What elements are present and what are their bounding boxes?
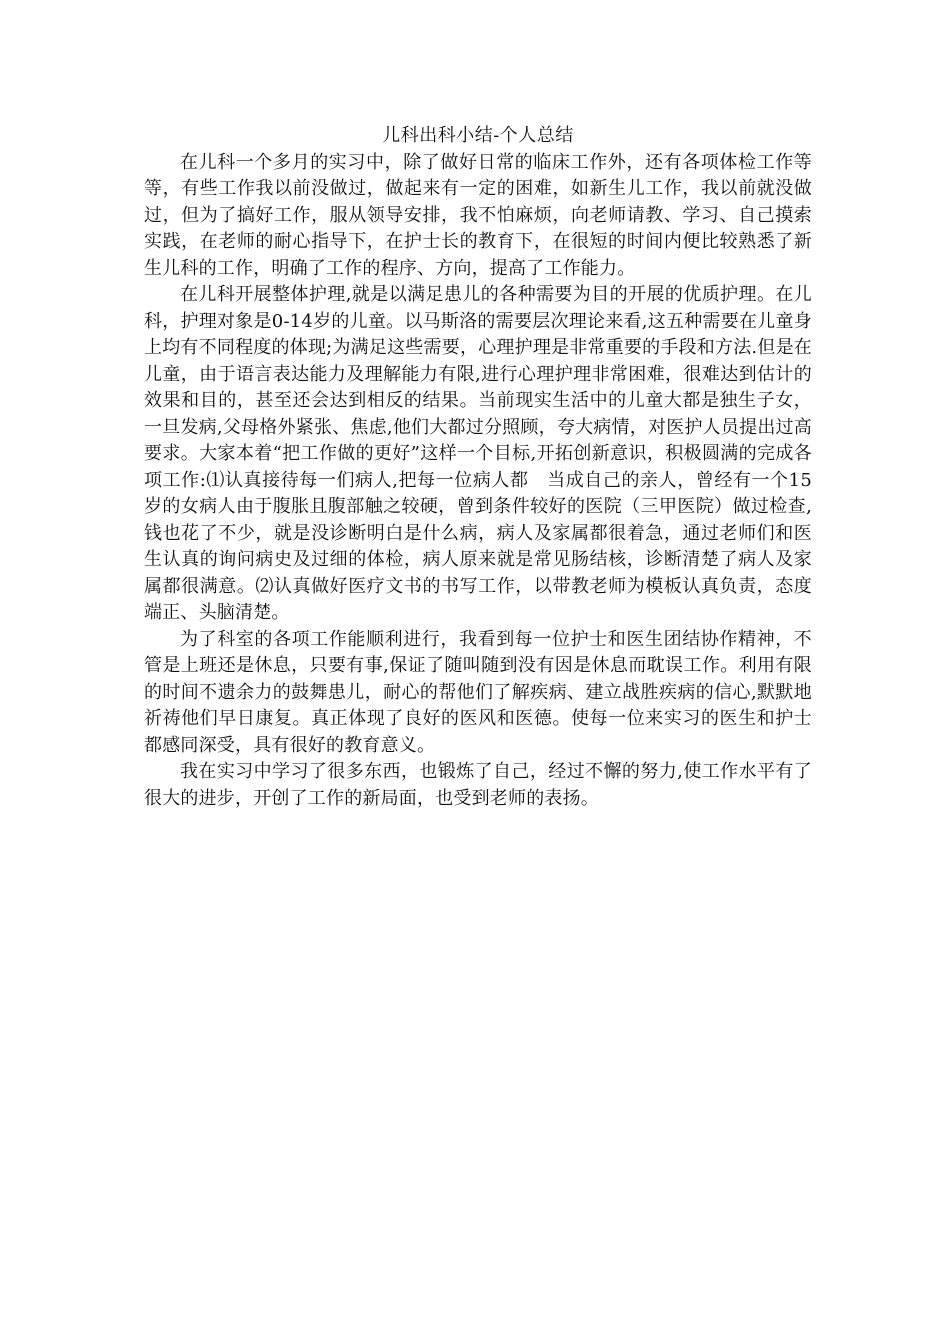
document-body — [144, 123, 812, 812]
document-title: 儿科出科小结-个人总结 — [382, 125, 574, 146]
paragraph-conclusion: 我在实习中学习了很多东西，也锻炼了自己，经过不懈的努力,使工作水平有了很大的进步，开创了工作的新局面，也受到老师的表扬。 — [144, 761, 812, 809]
paragraph-internship-overview: 在儿科一个多月的实习中，除了做好日常的临床工作外，还有各项体检工作等等，有些工作我以前没做过，做起来有一定的困难，如新生儿工作，我以前就没做过，但为了搞好工作，服从领导安排，我不怕麻烦，向老师请教、学习、自己摸索实践，在老师的耐心指导下，在护士长的教育下，在很短的时间内便比较熟悉了新生儿科的工作，明确了工作的程序、方向，提高了工作能力。 — [144, 151, 812, 279]
paragraph-teamwork: 为了科室的各项工作能顺利进行，我看到每一位护士和医生团结协作精神，不管是上班还是休息，只要有事,保证了随叫随到没有因是休息而耽误工作。利用有限的时间不遗余力的鼓舞患儿，耐心的帮他们了解疾病、建立战胜疾病的信心,默默地祈祷他们早日康复。真正体现了良好的医风和医德。使每一位来实习的医生和护士都感同深受，具有很好的教育意义。 — [144, 628, 812, 756]
paragraph-holistic-nursing: 在儿科开展整体护理,就是以满足患儿的各种需要为目的开展的优质护理。在儿科，护理对象是0-14岁的儿童。以马斯洛的需要层次理论来看,这五种需要在儿童身上均有不同程度的体现;为满足这些需要，心理护理是非常重要的手段和方法.但是在儿童，由于语言表达能力及理解能力有限,进行心理护理非常困难，很难达到估计的效果和目的，甚至还会达到相反的结果。当前现实生活中的儿童大都是独生子女，一旦发病,父母格外紧张、焦虑,他们大都过分照顾，夸大病情，对医护人员提出过高要求。大家本着“把工作做的更好”这样一个目标,开拓创新意识，积极圆满的完成各项工作:⑴认真接待每一们病人,把每一位病人都 当成自己的亲人，曾经有一个15岁的女病人由于腹胀且腹部触之较硬，曾到条件较好的医院（三甲医院）做过检查,钱也花了不少，就是没诊断明白是什么病，病人及家属都很着急，通过老师们和医生认真的询问病史及过细的体检，病人原来就是常见肠结核，诊断清楚了病人及家属都很满意。⑵认真做好医疗文书的书写工作，以带教老师为模板认真负责，态度端正、头脑清楚。 — [144, 284, 812, 623]
